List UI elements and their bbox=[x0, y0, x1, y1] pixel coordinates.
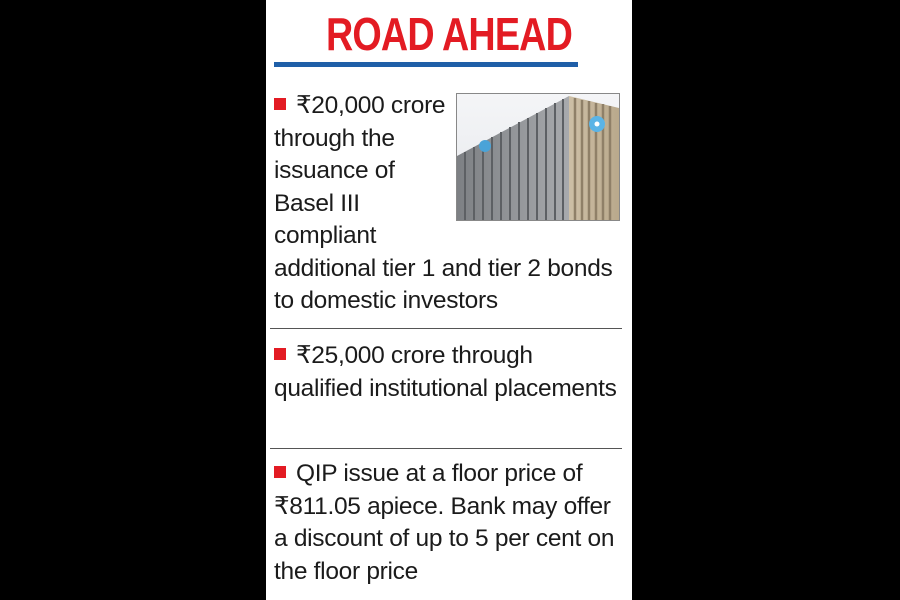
bullet-square-icon bbox=[274, 348, 286, 360]
infographic-panel bbox=[266, 0, 632, 600]
item-text: QIP issue at a floor price of ₹811.05 apiece. Bank may offer a discount of up to 5 per cent on the floor price bbox=[274, 460, 615, 585]
headline-underline bbox=[274, 62, 578, 67]
list-item-3 bbox=[274, 458, 624, 588]
list-item-1 bbox=[274, 90, 624, 318]
item-text: ₹25,000 crore through qualified institutional placements bbox=[274, 342, 617, 402]
list-item-2 bbox=[274, 340, 624, 405]
bullet-square-icon bbox=[274, 98, 286, 110]
divider bbox=[270, 448, 622, 449]
building-photo bbox=[456, 93, 620, 221]
item-text: ₹20,000 crore through the issuance of Basel III compliant additional tier 1 and tier 2 bonds to domestic investors bbox=[274, 92, 613, 314]
office-building-icon bbox=[457, 94, 619, 220]
bullet-square-icon bbox=[274, 466, 286, 478]
headline: ROAD AHEAD bbox=[325, 8, 573, 60]
divider bbox=[270, 328, 622, 329]
